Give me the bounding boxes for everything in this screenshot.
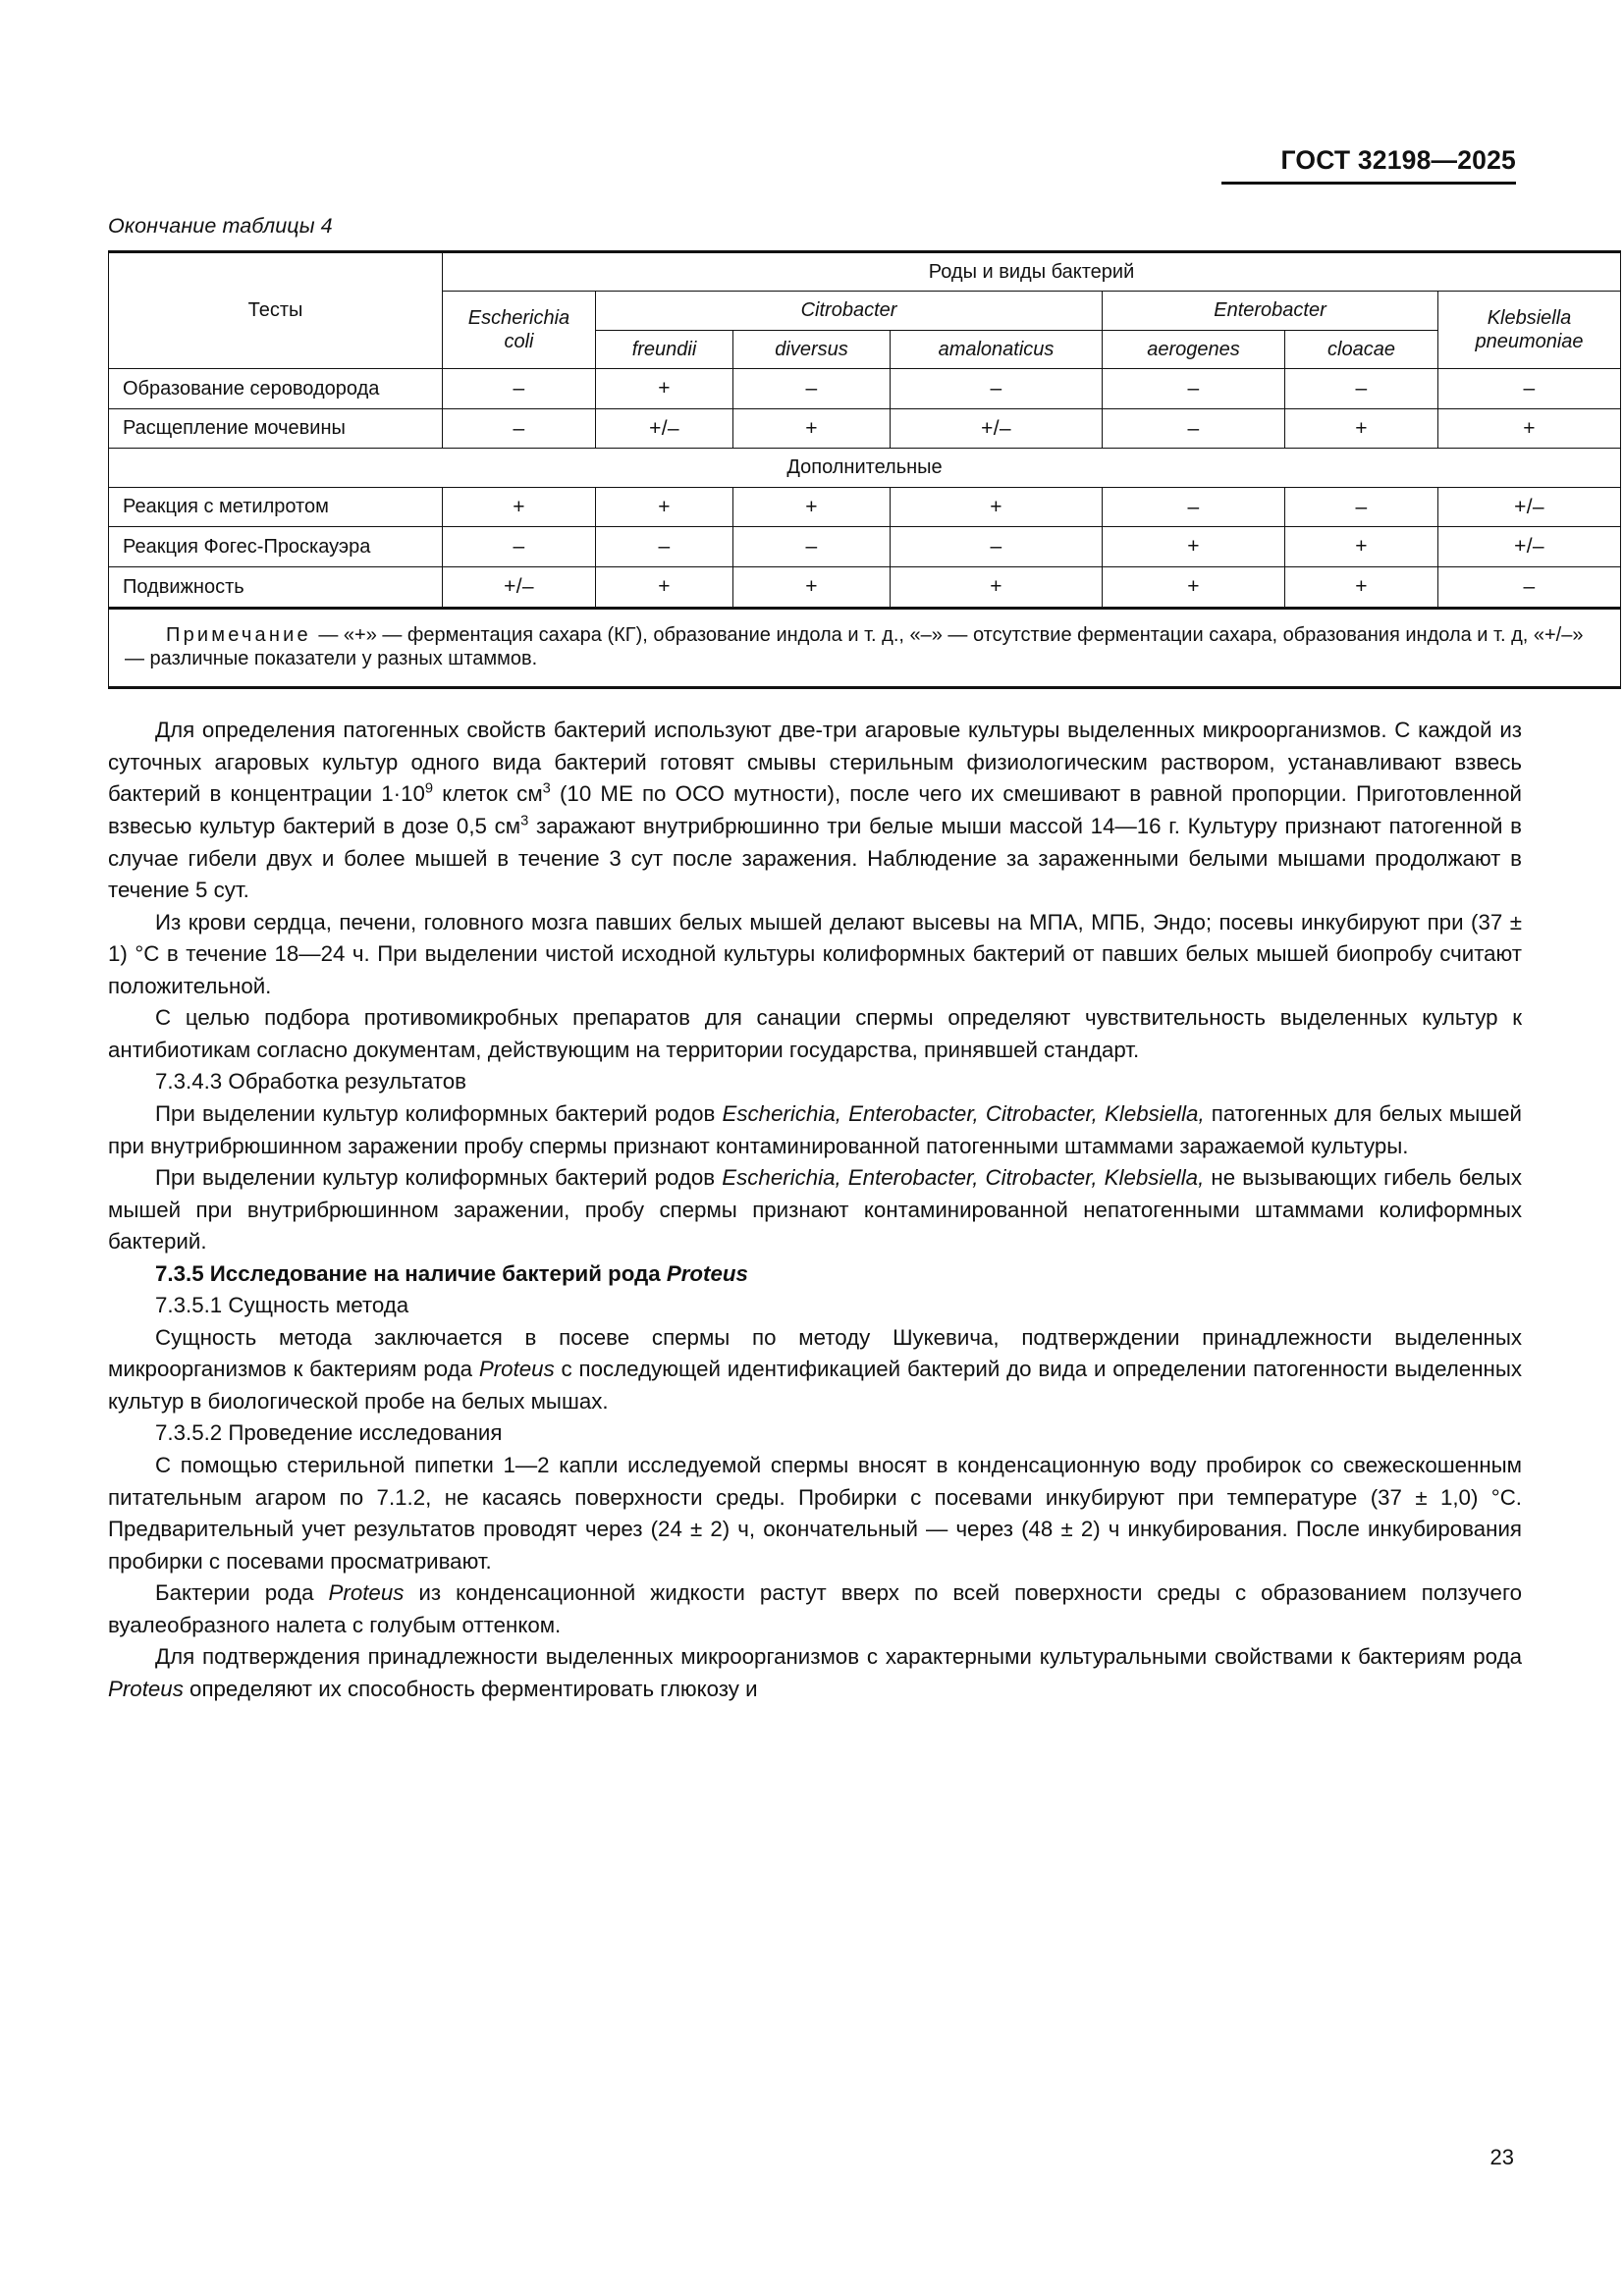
p1-part-c: (10 МЕ по ОСО мутности), после чего их смешивают в равной пропорции. Приготовленной взвесью культур бактерий в дозе 0,5 см: [108, 781, 1522, 839]
genus-escherichia: Escherichia: [467, 306, 570, 329]
column-header-klebsiella: [1438, 292, 1621, 369]
cell-value: +: [1285, 567, 1438, 609]
cell-value: +: [1285, 408, 1438, 449]
bacteria-tests-table: [108, 250, 1621, 689]
header-rule: [1221, 182, 1516, 185]
cell-value: –: [596, 527, 733, 567]
column-header-genera-species: Роды и виды бактерий: [443, 252, 1621, 292]
species-header-diversus: diversus: [733, 330, 891, 368]
p5-part-b: патогенных для белых мышей при внутрибрюшинном заражении пробу спермы признают контаминированной патогенными штаммами заражаемой культуры.: [108, 1100, 1522, 1158]
paragraph-antibiotic-sensitivity: С целью подбора противомикробных препаратов для санации спермы определяют чувствительность выделенных культур к антибиотикам согласно документам, действующим на территории государства, принявшей стандарт.: [108, 1005, 1522, 1062]
p12-part-a: Бактерии рода: [155, 1580, 329, 1606]
p13-genus-proteus: Proteus: [108, 1676, 184, 1701]
column-header-enterobacter: Enterobacter: [1103, 292, 1438, 330]
cell-value: –: [1285, 487, 1438, 527]
row-label-hydrogen-sulfide: Образование сероводорода: [109, 369, 443, 409]
page-header: [102, 145, 1516, 176]
cell-value: +: [596, 369, 733, 409]
p6-genera-italic: Escherichia, Enterobacter, Citrobacter, Klebsiella,: [722, 1165, 1205, 1191]
species-header-amalonaticus: amalonaticus: [891, 330, 1103, 368]
species-header-freundii: freundii: [596, 330, 733, 368]
p9-part-b: с последующей идентификацией бактерий до вида и определении патогенности выделенных культур в биологической пробе на белых мышах.: [108, 1357, 1522, 1414]
cell-value: +/–: [891, 408, 1103, 449]
section-label-additional: Дополнительные: [109, 449, 1621, 487]
species-header-cloacae: cloacae: [1285, 330, 1438, 368]
genus-klebsiella: Klebsiella: [1487, 306, 1572, 329]
cell-value: +: [1438, 408, 1621, 449]
paragraph-nonpathogenic-strains: [108, 1162, 1522, 1258]
clause-7-3-5-1-title: 7.3.5.1 Сущность метода: [155, 1293, 409, 1318]
cell-value: +: [1103, 567, 1285, 609]
cell-value: –: [733, 527, 891, 567]
species-coli: coli: [504, 331, 534, 353]
paragraph-method-essence: [108, 1322, 1522, 1418]
p1-part-b: клеток см: [433, 781, 543, 807]
cell-value: –: [1438, 369, 1621, 409]
cell-value: –: [733, 369, 891, 409]
p1-sup-9: 9: [424, 781, 434, 798]
page-content: [108, 214, 1584, 1705]
p5-genera-italic: Escherichia, Enterobacter, Citrobacter, Klebsiella,: [722, 1100, 1205, 1126]
p1-part-d: заражают внутрибрюшинно три белые мыши массой 14—16 г. Культуру признают патогенной в случае гибели двух и более мышей в течение 3 сут после заражения. Наблюдение за зараженными белыми мышами продолжают в течение 5 сут.: [108, 814, 1523, 903]
column-header-tests: Тесты: [109, 252, 443, 369]
cell-value: +: [891, 567, 1103, 609]
p7-part-a: 7.3.5 Исследование на наличие бактерий рода: [155, 1260, 667, 1286]
row-label-voges-proskauer: Реакция Фогес-Проскауэра: [109, 527, 443, 567]
species-header-aerogenes: aerogenes: [1103, 330, 1285, 368]
body-text: [108, 715, 1522, 1705]
clause-7-3-4-3-title: 7.3.4.3 Обработка результатов: [155, 1069, 466, 1095]
cell-value: +: [1285, 527, 1438, 567]
table-row: [109, 408, 1621, 449]
paragraph-proteus-growth: [108, 1577, 1522, 1641]
p1-part-a: Для определения патогенных свойств бактерий используют две-три агаровые культуры выделенных микроорганизмов. С каждой из суточных агаровых культур одного вида бактерий готовят смывы стерильным физиологическим раствором, устанавливают взвесь бактерий в концентрации 1·10: [108, 718, 1522, 807]
p13-part-a: Для подтверждения принадлежности выделенных микроорганизмов с характерными культуральными свойствами к бактериям рода: [155, 1644, 1522, 1670]
p12-genus-proteus: Proteus: [328, 1580, 405, 1606]
p9-part-a: Сущность метода заключается в посеве спермы по методу Шукевича, подтверждении принадлежности выделенных микроорганизмов к бактериям рода: [108, 1324, 1522, 1382]
table-header-row-1: [109, 252, 1621, 292]
p7-genus-proteus: Proteus: [666, 1260, 748, 1286]
clause-7-3-5-title: [108, 1258, 1522, 1291]
table-row: [109, 369, 1621, 409]
cell-value: –: [891, 527, 1103, 567]
p1-sup-3b: 3: [520, 813, 529, 829]
cell-value: +: [596, 567, 733, 609]
cell-value: –: [1438, 567, 1621, 609]
cell-value: +: [733, 487, 891, 527]
cell-value: +: [891, 487, 1103, 527]
cell-value: –: [443, 408, 596, 449]
table-caption: Окончание таблицы 4: [108, 214, 333, 238]
cell-value: +/–: [596, 408, 733, 449]
row-label-motility: Подвижность: [109, 567, 443, 609]
cell-value: +: [1103, 527, 1285, 567]
cell-value: –: [1103, 487, 1285, 527]
p12-part-b: из конденсационной жидкости растут вверх по всей поверхности среды с образованием ползучего вуалеобразного налета с голубым оттенком.: [108, 1580, 1522, 1637]
paragraph-blood-seeding: Из крови сердца, печени, головного мозга павших белых мышей делают высевы на МПА, МПБ, Эндо; посевы инкубируют при (37 ± 1) °С в течение 18—24 ч. При выделении чистой исходной культуры колиформных бактерий от павших белых мышей биопробу считают положительной.: [108, 909, 1522, 998]
paragraph-confirmation: [108, 1641, 1522, 1705]
cell-value: –: [443, 369, 596, 409]
p6-part-b: не вызывающих гибель белых мышей при внутрибрюшинном заражении, пробу спермы признают контаминированной непатогенными штаммами колиформных бактерий.: [108, 1165, 1522, 1255]
table-row: [109, 487, 1621, 527]
cell-value: +/–: [1438, 487, 1621, 527]
page-number: 23: [1489, 2145, 1514, 2169]
note-text: — «+» — ферментация сахара (КГ), образование индола и т. д., «–» — отсутствие ферментации сахара, образования индола и т. д, «+/–» — различные показатели у разных штаммов.: [125, 623, 1584, 669]
column-header-escherichia: [443, 292, 596, 369]
cell-value: +: [733, 408, 891, 449]
cell-value: +: [733, 567, 891, 609]
cell-value: –: [1285, 369, 1438, 409]
cell-value: +/–: [1438, 527, 1621, 567]
cell-value: +/–: [443, 567, 596, 609]
cell-value: –: [443, 527, 596, 567]
table-note-row: [109, 608, 1621, 688]
p1-sup-3a: 3: [542, 781, 551, 798]
p13-part-b: определяют их способность ферментировать глюкозу и: [183, 1676, 758, 1701]
standard-number: ГОСТ 32198—2025: [1280, 145, 1516, 175]
table-note: [109, 608, 1621, 688]
paragraph-pathogenic-strains: [108, 1098, 1522, 1162]
clause-7-3-5-2-title: 7.3.5.2 Проведение исследования: [155, 1420, 503, 1446]
cell-value: –: [1103, 369, 1285, 409]
note-label: Примечание: [166, 623, 311, 646]
paragraph-pathogenicity-determination: [108, 715, 1522, 906]
table-section-band: [109, 449, 1621, 487]
table-row: [109, 567, 1621, 609]
species-pneumoniae: pneumoniae: [1475, 331, 1584, 353]
cell-value: +: [443, 487, 596, 527]
table-row: [109, 527, 1621, 567]
cell-value: –: [891, 369, 1103, 409]
p5-part-a: При выделении культур колиформных бактерий родов: [155, 1100, 723, 1126]
row-label-methyl-red: Реакция с метилротом: [109, 487, 443, 527]
cell-value: –: [1103, 408, 1285, 449]
p6-part-a: При выделении культур колиформных бактерий родов: [155, 1165, 723, 1191]
paragraph-procedure: С помощью стерильной пипетки 1—2 капли исследуемой спермы вносят в конденсационную воду пробирок со свежескошенным питательным агаром по 7.1.2, не касаясь поверхности среды. Пробирки с посевами инкубируют при температуре (37 ± 1,0) °С. Предварительный учет результатов проводят через (24 ± 2) ч, окончательный — через (48 ± 2) ч инкубирования. После инкубирования пробирки с посевами просматривают.: [108, 1452, 1522, 1574]
column-header-citrobacter: Citrobacter: [596, 292, 1103, 330]
p9-genus-proteus: Proteus: [478, 1357, 555, 1382]
cell-value: +: [596, 487, 733, 527]
row-label-urea-splitting: Расщепление мочевины: [109, 408, 443, 449]
